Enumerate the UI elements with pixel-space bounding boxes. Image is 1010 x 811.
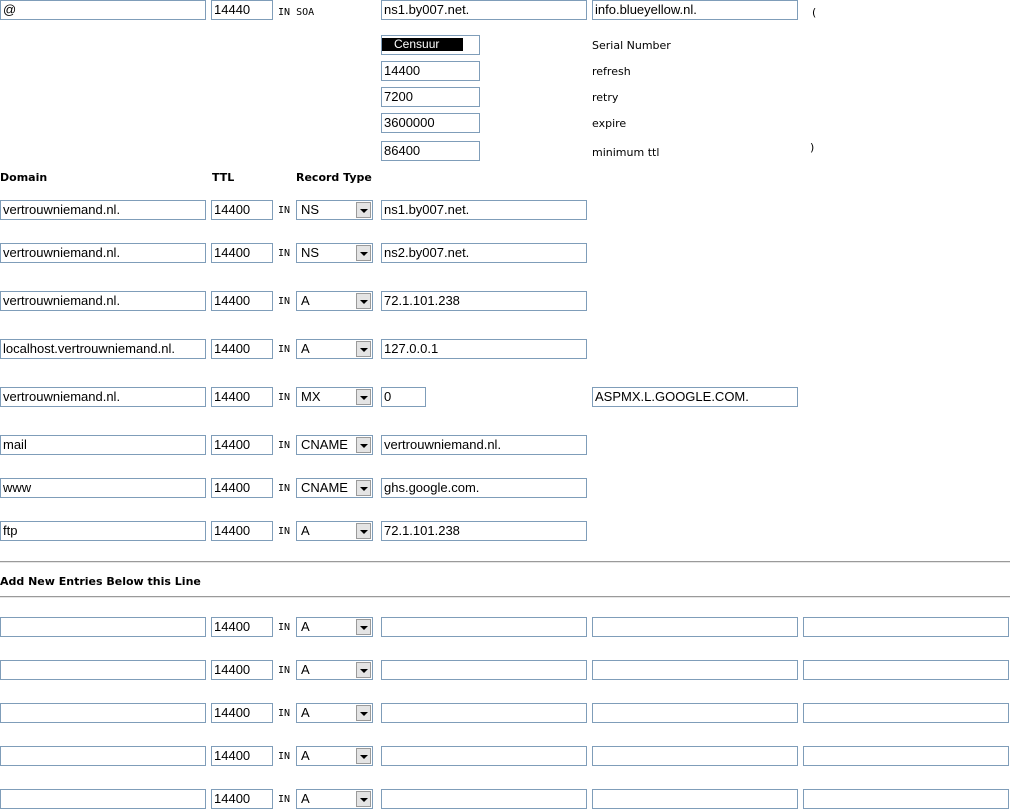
chevron-down-icon[interactable] [356,389,371,405]
new-extra-field[interactable] [592,789,798,809]
record-value-field[interactable]: vertrouwniemand.nl. [381,435,587,455]
censored-serial: Censuur [382,38,463,51]
new-extra-field[interactable] [592,746,798,766]
chevron-down-icon[interactable] [356,245,371,261]
new-extra2-field[interactable] [803,617,1009,637]
new-ttl-field[interactable]: 14400 [211,703,273,723]
new-extra-field[interactable] [592,660,798,680]
record-type-value: CNAME [301,437,348,452]
record-type-select[interactable] [296,291,373,311]
record-type-select[interactable] [296,243,373,263]
record-domain-field[interactable]: www [0,478,206,498]
record-value-field[interactable]: ghs.google.com. [381,478,587,498]
open-paren: ( [812,6,817,19]
new-extra2-field[interactable] [803,789,1009,809]
chevron-down-icon[interactable] [356,437,371,453]
record-value-field[interactable]: 72.1.101.238 [381,291,587,311]
expire-label: expire [592,117,627,130]
new-class-label: IN [278,794,291,805]
new-domain-field[interactable] [0,789,206,809]
record-type-select[interactable] [296,478,373,498]
chevron-down-icon[interactable] [356,293,371,309]
soa-domain-field[interactable]: @ [0,0,206,20]
refresh-label: refresh [592,65,631,78]
new-domain-field[interactable] [0,617,206,637]
chevron-down-icon[interactable] [356,202,371,218]
new-class-label: IN [278,708,291,719]
new-ttl-field[interactable]: 14400 [211,617,273,637]
new-class-label: IN [278,622,291,633]
new-class-label: IN [278,665,291,676]
record-ttl-field[interactable]: 14400 [211,478,273,498]
record-type-value: MX [301,389,321,404]
new-domain-field[interactable] [0,703,206,723]
chevron-down-icon[interactable] [356,619,371,635]
divider-top [0,561,1010,563]
record-class-label: IN [278,205,291,216]
record-domain-field[interactable]: vertrouwniemand.nl. [0,200,206,220]
refresh-field[interactable]: 14400 [381,61,480,81]
record-ttl-field[interactable]: 14400 [211,521,273,541]
new-type-select[interactable] [296,703,373,723]
record-class-label: IN [278,248,291,259]
record-class-label: IN [278,483,291,494]
record-type-select[interactable] [296,200,373,220]
new-ttl-field[interactable]: 14400 [211,746,273,766]
new-ttl-field[interactable]: 14400 [211,789,273,809]
expire-field[interactable]: 3600000 [381,113,480,133]
new-type-value: A [301,619,310,634]
record-type-value: A [301,293,310,308]
record-ttl-field[interactable]: 14400 [211,200,273,220]
record-ttl-field[interactable]: 14400 [211,291,273,311]
record-type-value: A [301,341,310,356]
record-ttl-field[interactable]: 14400 [211,387,273,407]
domain-column-header: Domain [0,171,48,184]
new-ttl-field[interactable]: 14400 [211,660,273,680]
record-value-field[interactable]: ns2.by007.net. [381,243,587,263]
close-paren: ) [810,141,815,154]
new-type-value: A [301,791,310,806]
new-value-field[interactable] [381,703,587,723]
new-type-select[interactable] [296,617,373,637]
new-value-field[interactable] [381,617,587,637]
retry-field[interactable]: 7200 [381,87,480,107]
record-class-label: IN [278,440,291,451]
record-ttl-field[interactable]: 14400 [211,339,273,359]
record-type-select[interactable] [296,435,373,455]
record-ttl-field[interactable]: 14400 [211,243,273,263]
record-type-select[interactable] [296,521,373,541]
new-extra2-field[interactable] [803,746,1009,766]
new-value-field[interactable] [381,789,587,809]
new-domain-field[interactable] [0,660,206,680]
record-domain-field[interactable]: mail [0,435,206,455]
new-type-select[interactable] [296,789,373,809]
chevron-down-icon[interactable] [356,480,371,496]
record-value-field[interactable]: ns1.by007.net. [381,200,587,220]
soa-contact-field[interactable]: info.blueyellow.nl. [592,0,798,20]
new-value-field[interactable] [381,660,587,680]
new-type-value: A [301,705,310,720]
record-type-select[interactable] [296,339,373,359]
chevron-down-icon[interactable] [356,705,371,721]
record-domain-field[interactable]: vertrouwniemand.nl. [0,243,206,263]
new-extra2-field[interactable] [803,660,1009,680]
record-ttl-field[interactable]: 14400 [211,435,273,455]
record-type-value: CNAME [301,480,348,495]
record-domain-field[interactable]: vertrouwniemand.nl. [0,291,206,311]
new-extra-field[interactable] [592,703,798,723]
minimum-ttl-field[interactable]: 86400 [381,141,480,161]
new-type-value: A [301,662,310,677]
record-class-label: IN [278,392,291,403]
divider-bottom [0,596,1010,598]
new-extra2-field[interactable] [803,703,1009,723]
record-value-field[interactable]: 72.1.101.238 [381,521,587,541]
record-type-select[interactable] [296,387,373,407]
soa-class-label: IN SOA [278,7,315,18]
record-domain-field[interactable]: localhost.vertrouwniemand.nl. [0,339,206,359]
record-value-field[interactable]: 0 [381,387,426,407]
new-domain-field[interactable] [0,746,206,766]
new-entries-heading: Add New Entries Below this Line [0,575,201,588]
chevron-down-icon[interactable] [356,523,371,539]
record-class-label: IN [278,344,291,355]
new-type-select[interactable] [296,746,373,766]
serial-number-field[interactable] [381,35,480,55]
record-value-field[interactable]: 127.0.0.1 [381,339,587,359]
serial-number-label: Serial Number [592,39,671,52]
record-domain-field[interactable]: ftp [0,521,206,541]
chevron-down-icon[interactable] [356,748,371,764]
soa-primary-ns-field[interactable]: ns1.by007.net. [381,0,587,20]
new-type-select[interactable] [296,660,373,680]
record-type-value: A [301,523,310,538]
minimum-ttl-label: minimum ttl [592,146,660,159]
soa-ttl-field[interactable]: 14440 [211,0,273,20]
soa-type-label: SOA [296,7,315,18]
record-class-label: IN [278,526,291,537]
new-extra-field[interactable] [592,617,798,637]
chevron-down-icon[interactable] [356,791,371,807]
record-class-label: IN [278,296,291,307]
new-value-field[interactable] [381,746,587,766]
new-class-label: IN [278,751,291,762]
chevron-down-icon[interactable] [356,341,371,357]
record-domain-field[interactable]: vertrouwniemand.nl. [0,387,206,407]
new-type-value: A [301,748,310,763]
retry-label: retry [592,91,619,104]
chevron-down-icon[interactable] [356,662,371,678]
record-type-value: NS [301,245,320,260]
record-type-column-header: Record Type [296,171,372,184]
record-type-value: NS [301,202,320,217]
record-mx-target-field[interactable]: ASPMX.L.GOOGLE.COM. [592,387,798,407]
ttl-column-header: TTL [212,171,235,184]
